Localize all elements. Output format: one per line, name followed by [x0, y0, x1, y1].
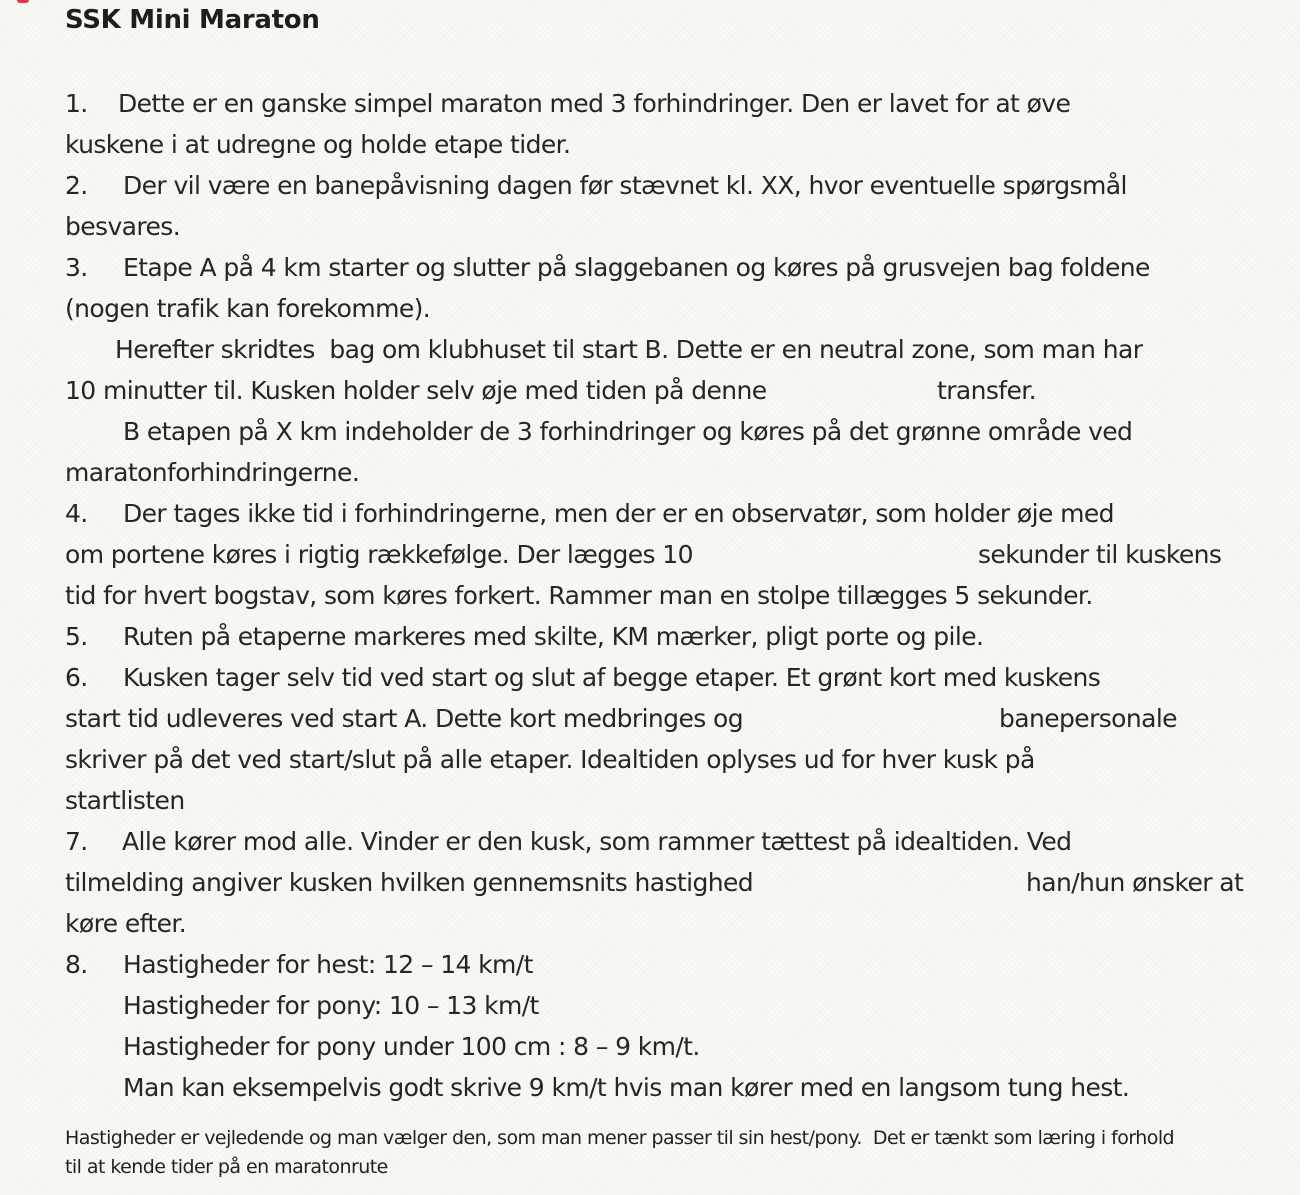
item-text: Ruten på etaperne markeres med skilte, KM mærker, pligt porte og pile. — [123, 622, 984, 651]
item-text: Hastigheder for hest: 12 – 14 km/t — [123, 950, 533, 979]
list-item-line: startlisten — [65, 786, 185, 815]
item-number: 1. — [65, 89, 88, 118]
item-text: 10 minutter til. Kusken holder selv øje med tiden på denne — [65, 376, 767, 405]
item-text: B etapen på X km indeholder de 3 forhindringer og køres på det grønne område ved — [123, 417, 1133, 446]
list-item-line: køre efter. — [65, 909, 187, 938]
item-text: Kusken tager selv tid ved start og slut af begge etaper. Et grønt kort med kuskens — [123, 663, 1101, 692]
item-text: sekunder til kuskens — [978, 540, 1222, 569]
item-number: 4. — [65, 499, 88, 528]
list-item-line: besvares. — [65, 212, 181, 241]
item-number: 3. — [65, 253, 88, 282]
item-text: Alle kører mod alle. Vinder er den kusk, som rammer tættest på idealtiden. Ved — [122, 827, 1072, 856]
list-item-line: (nogen trafik kan forekomme). — [65, 294, 431, 323]
item-text: Hastigheder for pony under 100 cm : 8 – 9 km/t. — [123, 1032, 700, 1061]
item-text: Etape A på 4 km starter og slutter på slaggebanen og køres på grusvejen bag foldene — [123, 253, 1150, 282]
item-number: 7. — [65, 827, 88, 856]
item-text: om portene køres i rigtig rækkefølge. Der lægges 10 — [65, 540, 693, 569]
item-text: Herefter skridtes bag om klubhuset til start B. Dette er en neutral zone, som man har — [115, 335, 1143, 364]
item-number: 8. — [65, 950, 88, 979]
list-item-line: tid for hvert bogstav, som køres forkert. Rammer man en stolpe tillægges 5 sekunder. — [65, 581, 1093, 610]
item-text: tilmelding angiver kusken hvilken gennemsnits hastighed — [65, 868, 754, 897]
item-text: banepersonale — [999, 704, 1177, 733]
list-item-line: maratonforhindringerne. — [65, 458, 360, 487]
item-number: 6. — [65, 663, 88, 692]
document-title: SSK Mini Maraton — [65, 5, 320, 35]
list-item-line: skriver på det ved start/slut på alle etaper. Idealtiden oplyses ud for hver kusk på — [65, 745, 1035, 774]
item-text: han/hun ønsker at — [1026, 868, 1244, 897]
item-text: Dette er en ganske simpel maraton med 3 forhindringer. Den er lavet for at øve — [118, 89, 1071, 118]
item-text: Hastigheder for pony: 10 – 13 km/t — [123, 991, 539, 1020]
item-text: Der vil være en banepåvisning dagen før stævnet kl. XX, hvor eventuelle spørgsmål — [123, 171, 1127, 200]
item-number: 5. — [65, 622, 88, 651]
item-text: start tid udleveres ved start A. Dette kort medbringes og — [65, 704, 743, 733]
item-text: Man kan eksempelvis godt skrive 9 km/t hvis man kører med en langsom tung hest. — [123, 1073, 1130, 1102]
list-item-line: kuskene i at udregne og holde etape tider. — [65, 130, 571, 159]
red-corner-mark — [17, 0, 29, 3]
item-text: transfer. — [937, 376, 1036, 405]
item-number: 2. — [65, 171, 88, 200]
footnote-line: Hastigheder er vejledende og man vælger den, som man mener passer til sin hest/pony. Det er tænkt som læring i forhold — [65, 1127, 1175, 1149]
footnote-line: til at kende tider på en maratonrute — [65, 1156, 388, 1178]
item-text: Der tages ikke tid i forhindringerne, men der er en observatør, som holder øje med — [123, 499, 1114, 528]
